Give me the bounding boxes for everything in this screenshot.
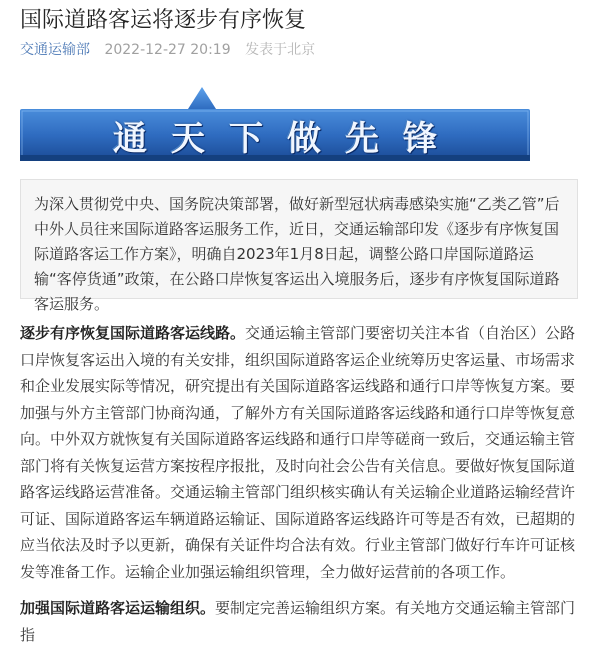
section-text: 要制定完善运输组织方案。有关地方交通运输主管部门指 [20, 599, 576, 644]
summary-text: 为深入贯彻党中央、国务院决策部署，做好新型冠状病毒感染实施“乙类乙管”后中外人员往来国际道路客运服务工作，近日，交通运输部印发《逐步有序恢复国际道路客运工作方案》，明确自2023年1月8日起，调整公路口岸国际道路运输“客停货通”政策，在公路口岸恢复客运出入境服务后，逐步有序恢复国际道路客运服务。 [34, 195, 560, 313]
publish-location: 发表于北京 [245, 42, 316, 58]
banner-image [20, 85, 530, 163]
section-heading: 加强国际道路客运运输组织。 [20, 599, 216, 617]
body-paragraph [20, 595, 582, 648]
summary-box [20, 179, 578, 313]
section-text: 交通运输主管部门要密切关注本省（自治区）公路口岸恢复客运出入境的有关安排，组织国际道路客运企业统筹历史客运量、市场需求和企业发展实际等情况，研究提出有关国际道路客运线路和通行口岸等恢复方案。要加强与外方主管部门协商沟通，了解外方有关国际道路客运线路和通行口岸等恢复意向。中外双方就恢复有关国际道路客运线路和通行口岸等磋商一致后，交通运输主管部门将有关恢复运营方案按程序报批，及时向社会公告有关信息。要做好恢复国际道路客运线路运营准备。交通运输主管部门组织核实确认有关运输企业道路运输经营许可证、国际道路客运车辆道路运输证、国际道路客运线路许可等是否有效，已超期的应当依法及时予以更新，确保有关证件均合法有效。行业主管部门做好行车许可证核发等准备工作。运输企业加强运输组织管理，全力做好运营前的各项工作。 [20, 324, 576, 581]
source-link[interactable]: 交通运输部 [20, 42, 90, 58]
article-meta [20, 40, 315, 60]
body-paragraph [20, 320, 582, 585]
section-heading: 逐步有序恢复国际道路客运线路。 [20, 324, 246, 342]
page-title: 国际道路客运将逐步有序恢复 [20, 8, 307, 33]
publish-datetime: 2022-12-27 20:19 [104, 42, 231, 58]
banner-slogan: 通天下做先锋 [113, 119, 461, 159]
